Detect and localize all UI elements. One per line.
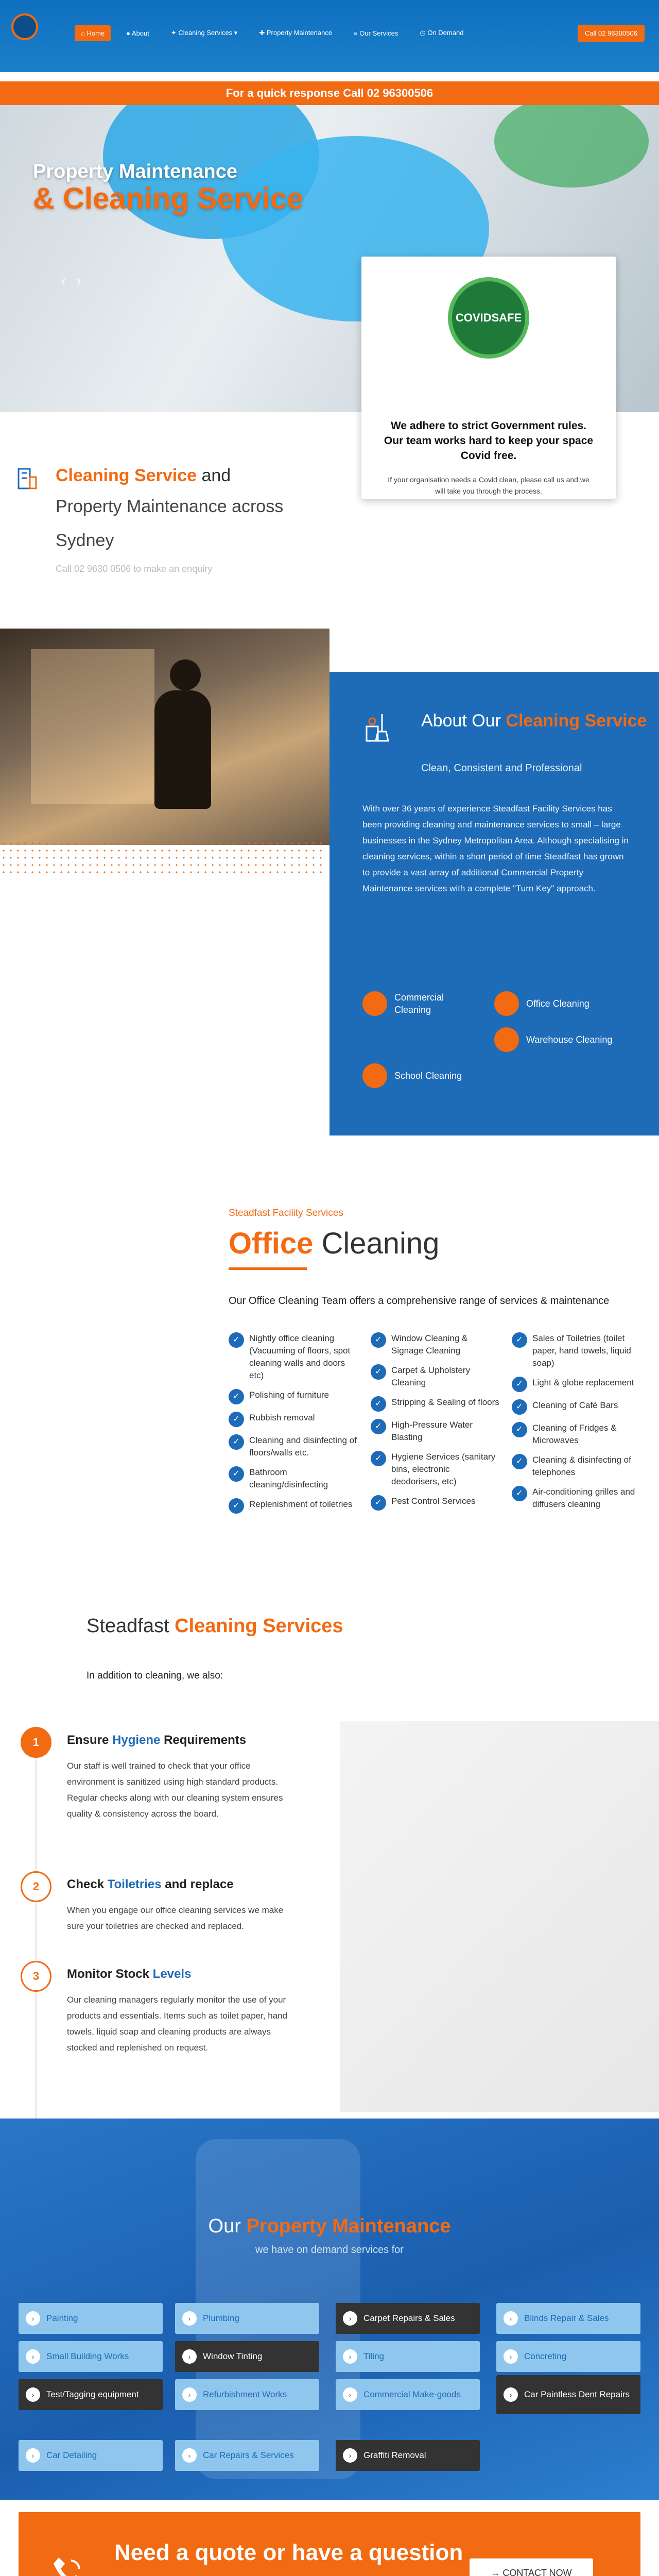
pm-service-button[interactable] xyxy=(175,2440,319,2471)
step-body-3: Our cleaning managers regularly monitor the use of your products and essentials. Items such as toilet paper, hand towels, liquid soap and cleaning products are always stocked and replenished on request. xyxy=(67,1995,288,2053)
office-service-item xyxy=(229,1434,357,1459)
person-body-shape xyxy=(154,690,211,809)
pm-service-label: Graffiti Removal xyxy=(363,2450,426,2460)
chevron-right-icon: › xyxy=(343,2387,357,2402)
site-header xyxy=(0,0,659,72)
office-service-item xyxy=(371,1495,499,1511)
phone-icon xyxy=(49,2553,85,2576)
step-title-1: Ensure Hygiene Requirements xyxy=(67,1733,247,1747)
chevron-right-icon: › xyxy=(26,2349,40,2364)
covid-safe-badge: COVIDSAFE xyxy=(448,277,529,359)
check-icon: ✓ xyxy=(371,1495,386,1511)
office-service-item xyxy=(512,1486,640,1511)
check-icon: ✓ xyxy=(512,1422,527,1437)
step-number-1: 1 xyxy=(21,1727,51,1758)
cleaning-tools-icon xyxy=(365,711,393,743)
chevron-right-icon: › xyxy=(26,2448,40,2463)
office-service-label: Stripping & Sealing of floors xyxy=(391,1397,499,1407)
office-service-label: Cleaning and disinfecting of floors/walls etc. xyxy=(249,1435,357,1458)
nav-home[interactable]: ⌂ Home xyxy=(75,25,111,41)
covid-text: If your organisation needs a Covid clean, please call us and we will take you through the process. xyxy=(388,476,589,495)
check-icon: ✓ xyxy=(512,1332,527,1348)
check-icon: ✓ xyxy=(229,1434,244,1450)
office-services-col1 xyxy=(229,1332,357,1521)
home-icon: ⌂ xyxy=(81,29,87,37)
pm-service-label: Car Repairs & Services xyxy=(203,2450,294,2460)
check-icon: ✓ xyxy=(371,1396,386,1412)
pm-service-button[interactable] xyxy=(175,2303,319,2334)
chevron-right-icon: › xyxy=(182,2349,197,2364)
pm-service-button[interactable] xyxy=(336,2303,480,2334)
pm-service-label: Refurbishment Works xyxy=(203,2389,287,2399)
step-title-3: Monitor Stock Levels xyxy=(67,1967,192,1981)
pm-service-button[interactable] xyxy=(175,2341,319,2372)
property-maintenance-subtitle: we have on demand services for xyxy=(255,2244,404,2256)
person-head-shape xyxy=(170,659,201,690)
chevron-down-icon: ▾ xyxy=(232,29,238,37)
pm-service-label: Car Paintless Dent Repairs xyxy=(524,2389,630,2399)
window-shape xyxy=(31,649,154,804)
service-office-cleaning[interactable]: Office Cleaning xyxy=(494,991,628,1016)
office-service-label: Polishing of furniture xyxy=(249,1390,329,1400)
about-title: About Our Cleaning Service xyxy=(421,711,647,731)
pm-service-label: Blinds Repair & Sales xyxy=(524,2313,609,2323)
office-service-item xyxy=(512,1399,640,1415)
office-service-label: Window Cleaning & Signage Cleaning xyxy=(391,1333,468,1355)
nav-property-maintenance[interactable]: ✚ Property Maintenance xyxy=(259,29,333,37)
contact-now-button[interactable]: → CONTACT NOW xyxy=(470,2558,593,2576)
commercial-cleaning-icon xyxy=(362,991,387,1016)
check-icon: ✓ xyxy=(512,1377,527,1392)
check-icon: ✓ xyxy=(371,1419,386,1434)
chevron-right-icon: › xyxy=(182,2448,197,2463)
pm-service-button[interactable] xyxy=(19,2379,163,2410)
office-service-item xyxy=(229,1498,357,1514)
office-service-label: Cleaning of Café Bars xyxy=(532,1400,618,1410)
office-service-label: Nightly office cleaning (Vacuuming of floors, spot cleaning walls and doors etc) xyxy=(249,1333,351,1380)
check-icon: ✓ xyxy=(229,1332,244,1348)
pm-service-label: Tiling xyxy=(363,2351,384,2361)
step-body-2: When you engage our office cleaning services we make sure your toiletries are checked and replaced. xyxy=(67,1905,284,1931)
steadfast-services-title: Steadfast Cleaning Services xyxy=(86,1615,343,1637)
nav-our-services[interactable]: ≡ Our Services xyxy=(354,29,398,37)
office-service-label: High-Pressure Water Blasting xyxy=(391,1420,473,1442)
service-school-cleaning[interactable]: School Cleaning xyxy=(362,1063,496,1088)
check-icon: ✓ xyxy=(512,1454,527,1469)
steps-timeline-line xyxy=(36,1752,37,2123)
check-icon: ✓ xyxy=(371,1364,386,1380)
pm-service-label: Commercial Make-goods xyxy=(363,2389,461,2399)
check-icon: ✓ xyxy=(229,1498,244,1514)
nav-about[interactable]: ● About xyxy=(126,29,149,37)
property-maintenance-title: Our Property Maintenance xyxy=(208,2215,451,2237)
slider-prev-arrow-icon[interactable]: ‹ xyxy=(61,273,66,289)
building-icon xyxy=(18,464,37,489)
office-service-item xyxy=(371,1451,499,1488)
step-title-2: Check Toiletries and replace xyxy=(67,1877,234,1891)
chevron-right-icon: › xyxy=(343,2349,357,2364)
office-services-col2 xyxy=(371,1332,499,1518)
pm-service-button[interactable] xyxy=(19,2303,163,2334)
pm-service-label: Car Detailing xyxy=(46,2450,97,2460)
intro-heading-line3: Sydney xyxy=(56,531,114,550)
clock-icon: ◷ xyxy=(420,29,428,37)
check-icon: ✓ xyxy=(512,1486,527,1501)
pm-service-button[interactable] xyxy=(496,2375,640,2414)
broom-icon: ✦ xyxy=(170,29,179,37)
list-icon: ≡ xyxy=(354,29,360,37)
office-service-label: Pest Control Services xyxy=(391,1496,476,1506)
check-icon: ✓ xyxy=(229,1412,244,1427)
office-service-item xyxy=(512,1377,640,1392)
service-commercial-cleaning[interactable]: Commercial Cleaning xyxy=(362,991,476,1016)
call-button[interactable]: Call 02 96300506 xyxy=(578,25,645,42)
pm-service-label: Small Building Works xyxy=(46,2351,129,2361)
nav-on-demand[interactable]: ◷ On Demand xyxy=(420,29,464,37)
service-warehouse-cleaning[interactable]: Warehouse Cleaning xyxy=(494,1027,628,1052)
covid-heading: We adhere to strict Government rules. Our team works hard to keep your space Covid free. xyxy=(384,420,594,462)
office-service-label: Carpet & Upholstery Cleaning xyxy=(391,1365,471,1387)
office-service-item xyxy=(229,1412,357,1427)
covid-safe-card xyxy=(361,257,616,499)
step-number-3: 3 xyxy=(21,1961,51,1992)
pm-service-button[interactable] xyxy=(336,2379,480,2410)
chevron-right-icon: › xyxy=(343,2448,357,2463)
about-panel xyxy=(330,672,659,1136)
hero-title-line2: & Cleaning Service xyxy=(33,182,304,215)
office-service-label: Cleaning of Fridges & Microwaves xyxy=(532,1423,617,1445)
intro-heading-line2: Property Maintenance across xyxy=(56,497,284,516)
pm-service-label: Painting xyxy=(46,2313,78,2323)
pm-service-button[interactable] xyxy=(19,2341,163,2372)
office-service-label: Cleaning & disinfecting of telephones xyxy=(532,1455,631,1477)
office-service-label: Replenishment of toiletries xyxy=(249,1499,353,1509)
office-service-item xyxy=(229,1389,357,1404)
chevron-right-icon: › xyxy=(504,2387,518,2402)
quote-banner xyxy=(19,2512,640,2576)
pm-service-label: Window Tinting xyxy=(203,2351,263,2361)
office-cleaning-kicker: Steadfast Facility Services xyxy=(229,1208,343,1218)
pm-service-button[interactable] xyxy=(175,2379,319,2410)
pm-service-label: Concreting xyxy=(524,2351,567,2361)
steadfast-services-image xyxy=(340,1721,659,2112)
user-icon: ● xyxy=(126,29,132,37)
pm-service-button[interactable] xyxy=(496,2341,640,2372)
office-service-item xyxy=(371,1364,499,1389)
intro-heading: Cleaning Service and xyxy=(56,466,231,485)
office-service-item xyxy=(512,1332,640,1369)
steadfast-services-subtitle: In addition to cleaning, we also: xyxy=(86,1670,223,1681)
check-icon: ✓ xyxy=(371,1332,386,1348)
office-service-item xyxy=(512,1454,640,1479)
office-service-label: Light & globe replacement xyxy=(532,1378,634,1387)
pm-service-label: Plumbing xyxy=(203,2313,239,2323)
chevron-right-icon: › xyxy=(504,2311,518,2326)
tools-icon: ✚ xyxy=(259,29,267,37)
step-body-1: Our staff is well trained to check that your office environment is sanitized using high standard products. Regular checks along with our cleaning system ensures quality & consistency across the board. xyxy=(67,1761,283,1819)
pm-service-button[interactable] xyxy=(336,2440,480,2471)
pm-service-button[interactable] xyxy=(336,2341,480,2372)
office-service-label: Sales of Toiletries (toilet paper, hand towels, liquid soap) xyxy=(532,1333,631,1368)
school-cleaning-icon xyxy=(362,1063,387,1088)
office-service-label: Air-conditioning grilles and diffusers cleaning xyxy=(532,1487,635,1509)
pm-service-label: Test/Tagging equipment xyxy=(46,2389,139,2399)
office-services-col3 xyxy=(512,1332,640,1518)
chevron-right-icon: › xyxy=(182,2387,197,2402)
about-cleaner-image xyxy=(0,629,330,845)
quote-title: Need a quote or have a question xyxy=(114,2540,463,2565)
warehouse-cleaning-icon xyxy=(494,1027,519,1052)
check-icon: ✓ xyxy=(371,1451,386,1466)
quick-response-bar[interactable]: For a quick response Call 02 96300506 xyxy=(0,81,659,105)
main-nav xyxy=(75,25,470,41)
pm-service-button[interactable] xyxy=(19,2440,163,2471)
chevron-right-icon: › xyxy=(26,2311,40,2326)
check-icon: ✓ xyxy=(229,1466,244,1482)
hero-title-line1: Property Maintenance xyxy=(33,161,237,182)
title-underline xyxy=(229,1267,307,1270)
office-service-label: Bathroom cleaning/disinfecting xyxy=(249,1467,328,1489)
chevron-right-icon: › xyxy=(343,2311,357,2326)
pm-service-label: Carpet Repairs & Sales xyxy=(363,2313,455,2323)
chevron-right-icon: › xyxy=(504,2349,518,2364)
office-cleaning-icon xyxy=(494,991,519,1016)
office-service-item xyxy=(512,1422,640,1447)
office-service-item xyxy=(229,1466,357,1491)
office-service-item xyxy=(371,1396,499,1412)
office-service-item xyxy=(371,1419,499,1444)
pm-service-button[interactable] xyxy=(496,2303,640,2334)
dot-pattern xyxy=(0,840,324,876)
office-service-label: Hygiene Services (sanitary bins, electronic deodorisers, etc) xyxy=(391,1452,496,1486)
arrow-right-icon: → xyxy=(491,2568,503,2576)
step-number-2: 2 xyxy=(21,1871,51,1902)
slider-next-arrow-icon[interactable]: › xyxy=(76,273,81,289)
about-subtitle: Clean, Consistent and Professional xyxy=(421,762,582,774)
check-icon: ✓ xyxy=(229,1389,244,1404)
office-service-item xyxy=(371,1332,499,1357)
chevron-right-icon: › xyxy=(182,2311,197,2326)
office-service-label: Rubbish removal xyxy=(249,1413,315,1422)
intro-call-text[interactable]: Call 02 9630 0506 to make an enquiry xyxy=(56,564,213,574)
office-cleaning-intro: Our Office Cleaning Team offers a comprehensive range of services & maintenance xyxy=(229,1295,610,1307)
chevron-right-icon: › xyxy=(26,2387,40,2402)
nav-cleaning-services[interactable]: ✦ Cleaning Services ▾ xyxy=(170,29,238,37)
office-service-item xyxy=(229,1332,357,1382)
office-cleaning-title: Office Cleaning xyxy=(229,1227,440,1260)
hero-bottle-shape xyxy=(494,105,649,188)
about-body: With over 36 years of experience Steadfast Facility Services has been providing cleaning and maintenance services to small – large businesses in the Sydney Metropolitan Area. Although specialising in cleaning services, within a short period of time Steadfast has grown to provide a vast array of additional Commercial Property Maintenance services with a complete "Turn Key" approach. xyxy=(362,804,629,893)
check-icon: ✓ xyxy=(512,1399,527,1415)
site-logo[interactable] xyxy=(11,13,38,40)
